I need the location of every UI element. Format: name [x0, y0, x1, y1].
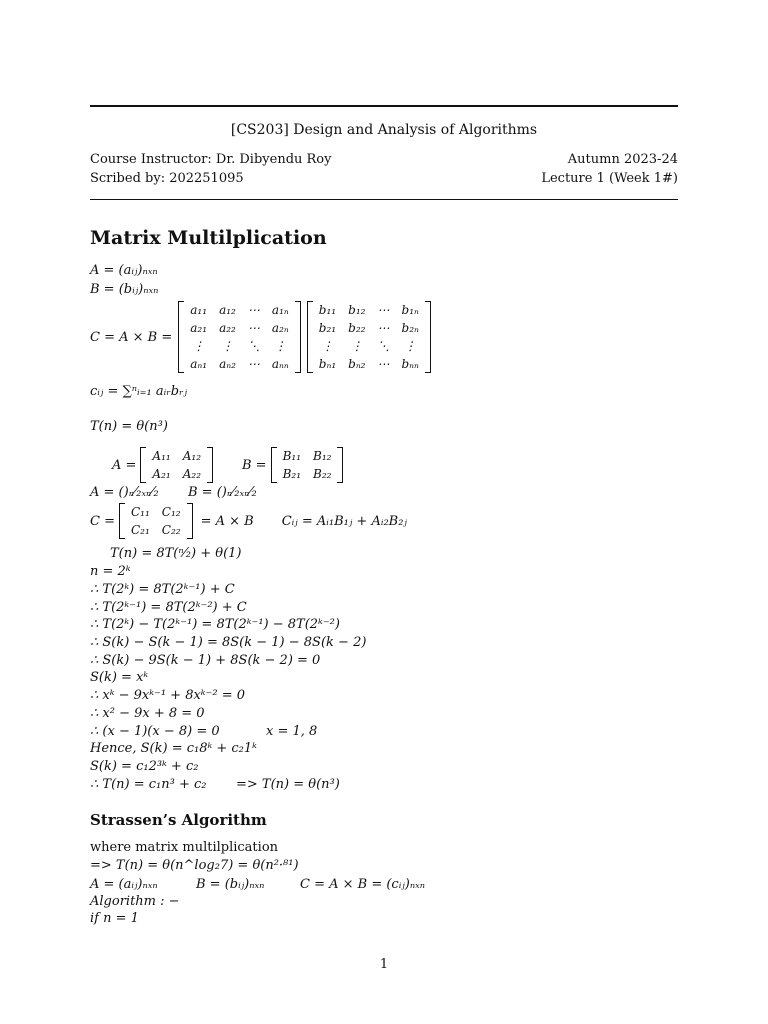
block-cij-formula: Cᵢⱼ = Aᵢ₁B₁ⱼ + Aᵢ₂B₂ⱼ: [281, 513, 407, 529]
strassen-def-b: B = (bᵢⱼ)ₙₓₙ: [196, 877, 265, 892]
derivation-line: ∴ T(2ᵏ) = 8T(2ᵏ⁻¹) + C: [90, 582, 235, 597]
matrix-a-cell: a₂₁: [190, 321, 208, 335]
final-equation: ∴ T(n) = c₁n³ + c₂: [90, 777, 207, 792]
derivation-line: S(k) = xᵏ: [90, 670, 149, 685]
block-a-cell: A₁₂: [182, 449, 202, 463]
strassen-text-line: where matrix multilplication: [90, 840, 279, 855]
block-a-cell: A₂₂: [182, 467, 202, 481]
matrix-a-cell: a₁₁: [190, 303, 208, 317]
instructor-line: Course Instructor: Dr. Dibyendu Roy: [90, 152, 332, 167]
term-line: Autumn 2023-24: [567, 152, 678, 167]
block-c-rhs: = A × B: [200, 513, 254, 529]
matrix-a-cell: a₂₂: [219, 321, 236, 335]
derivation-line: ∴ T(2ᵏ) − T(2ᵏ⁻¹) = 8T(2ᵏ⁻¹) − 8T(2ᵏ⁻²): [90, 617, 340, 632]
matrix-b-cell: ⋮: [404, 339, 417, 353]
matrix-b-cell: bₙₙ: [401, 357, 419, 371]
course-title: [CS203] Design and Analysis of Algorithms: [230, 122, 538, 138]
block-b-cell: B₁₁: [282, 449, 302, 463]
matrix-b-cell: ⋮: [350, 339, 363, 353]
derivation-line: ∴ S(k) − 9S(k − 1) + 8S(k − 2) = 0: [90, 653, 321, 668]
block-a-lhs: A =: [112, 457, 137, 473]
block-c-cell: C₁₂: [161, 505, 181, 519]
page-number: 1: [379, 957, 389, 972]
matrix-a-cell: ⋯: [247, 303, 260, 317]
header-top-rule: [90, 105, 678, 107]
matrix-a-cell: ⋮: [192, 339, 205, 353]
matrix-a-cell: ⋯: [247, 321, 260, 335]
matrix-a-cell: ⋮: [221, 339, 234, 353]
derivation-line: n = 2ᵏ: [90, 564, 131, 579]
strassen-def-c: C = A × B = (cᵢⱼ)ₙₓₙ: [300, 877, 425, 892]
block-matrix-c: [119, 503, 193, 539]
block-c-equation: [90, 503, 407, 539]
block-b-cell: B₂₂: [313, 467, 332, 481]
block-b-cell: B₁₂: [313, 449, 332, 463]
block-a-cell: A₁₁: [152, 449, 171, 463]
block-a-equation: [112, 447, 215, 483]
block-b-lhs: B =: [242, 457, 267, 473]
derivation-line: ∴ S(k) − S(k − 1) = 8S(k − 1) − 8S(k − 2): [90, 635, 367, 650]
matrix-b-cell: b₁₂: [348, 303, 366, 317]
block-b-cell: B₂₁: [282, 467, 302, 481]
def-a-line: A = (aᵢⱼ)ₙₓₙ: [90, 263, 158, 278]
matrix-b-cell: ⋱: [377, 339, 390, 353]
strassen-complexity-line: => T(n) = θ(n^log₂7) = θ(n²·⁸¹): [90, 858, 299, 873]
section-title: Matrix Multilplication: [90, 227, 327, 249]
matrix-b-cell: bₙ₂: [348, 357, 366, 371]
block-matrix-a: [140, 447, 213, 483]
algorithm-base-case: if n = 1: [90, 911, 139, 926]
roots-values: x = 1, 8: [266, 724, 318, 739]
matrix-a-cell: a₂ₙ: [271, 321, 289, 335]
matrix-eq-lhs: C = A × B =: [90, 329, 173, 345]
lecture-line: Lecture 1 (Week 1#): [541, 171, 678, 186]
recurrence-line: T(n) = 8T(ⁿ⁄₂) + θ(1): [110, 546, 242, 561]
matrix-b-cell: ⋮: [321, 339, 334, 353]
block-a-dims: A = ()ₙ⁄₂ₓₙ⁄₂: [90, 485, 159, 500]
matrix-a-cell: ⋮: [274, 339, 287, 353]
matrix-a: [178, 301, 301, 373]
matrix-a-cell: ⋱: [247, 339, 260, 353]
derivation-line: S(k) = c₁2³ᵏ + c₂: [90, 759, 199, 774]
matrix-b-cell: ⋯: [377, 321, 390, 335]
matrix-b-cell: b₂ₙ: [401, 321, 419, 335]
matrix-a-cell: aₙ₁: [190, 357, 208, 371]
header-bottom-rule: [90, 199, 678, 200]
matrix-b-cell: ⋯: [377, 357, 390, 371]
matrix-b-cell: ⋯: [377, 303, 390, 317]
matrix-equation: [90, 296, 433, 378]
matrix-a-cell: a₁₂: [219, 303, 236, 317]
derivation-line: Hence, S(k) = c₁8ᵏ + c₂1ᵏ: [90, 741, 257, 756]
matrix-b-cell: b₂₂: [348, 321, 366, 335]
matrix-b-cell: b₁ₙ: [401, 303, 419, 317]
matrix-b: [307, 301, 431, 373]
final-complexity: => T(n) = θ(n³): [236, 777, 340, 792]
subsection-title: Strassen’s Algorithm: [90, 811, 267, 829]
derivation-line: ∴ xᵏ − 9xᵏ⁻¹ + 8xᵏ⁻² = 0: [90, 688, 246, 703]
matrix-a-cell: aₙₙ: [271, 357, 289, 371]
matrix-a-cell: aₙ₂: [219, 357, 236, 371]
algorithm-label: Algorithm : −: [90, 894, 180, 909]
matrix-a-cell: ⋯: [247, 357, 260, 371]
roots-equation: ∴ (x − 1)(x − 8) = 0: [90, 724, 220, 739]
block-c-cell: C₁₁: [130, 505, 150, 519]
def-b-line: B = (bᵢⱼ)ₙₓₙ: [90, 282, 159, 297]
block-a-cell: A₂₁: [152, 467, 171, 481]
block-b-dims: B = ()ₙ⁄₂ₓₙ⁄₂: [188, 485, 257, 500]
naive-complexity: T(n) = θ(n³): [90, 419, 168, 434]
matrix-b-cell: b₂₁: [318, 321, 337, 335]
derivation-line: ∴ T(2ᵏ⁻¹) = 8T(2ᵏ⁻²) + C: [90, 600, 247, 615]
scribe-line: Scribed by: 202251095: [90, 171, 244, 186]
matrix-b-cell: b₁₁: [318, 303, 337, 317]
block-c-cell: C₂₂: [161, 523, 181, 537]
matrix-b-cell: bₙ₁: [318, 357, 337, 371]
block-c-cell: C₂₁: [130, 523, 150, 537]
strassen-def-a: A = (aᵢⱼ)ₙₓₙ: [90, 877, 158, 892]
block-b-equation: [242, 447, 345, 483]
block-c-lhs: C =: [90, 513, 115, 529]
block-matrix-b: [271, 447, 344, 483]
cij-definition: cᵢⱼ = ∑ⁿᵢ₌₁ aᵢᵣbᵣⱼ: [90, 384, 188, 399]
matrix-a-cell: a₁ₙ: [271, 303, 289, 317]
derivation-line: ∴ x² − 9x + 8 = 0: [90, 706, 205, 721]
